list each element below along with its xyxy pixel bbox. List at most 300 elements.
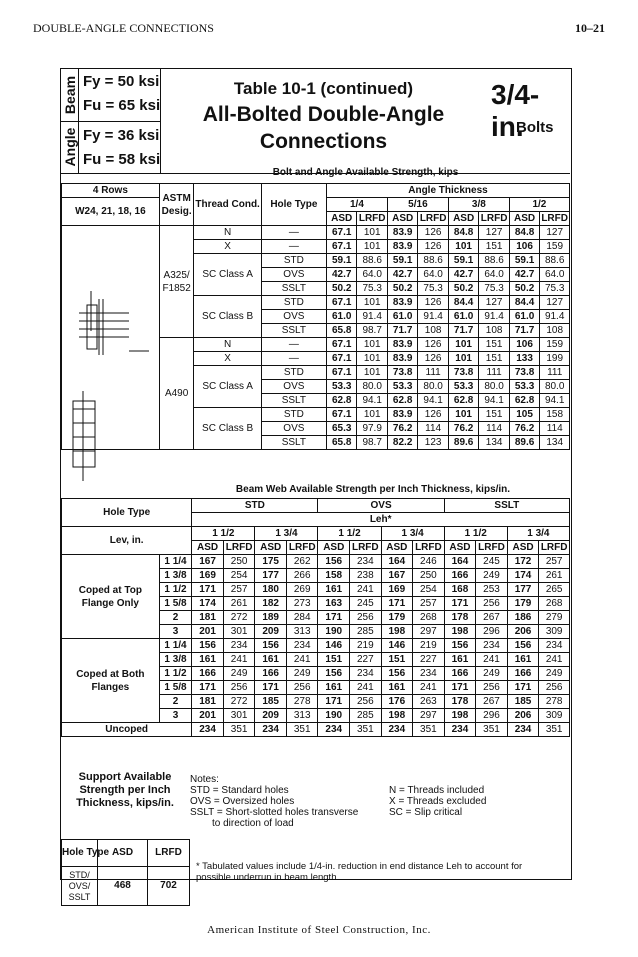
strength-value: 133	[509, 352, 539, 366]
strength-value: 296	[476, 709, 508, 723]
strength-value: 174	[192, 597, 224, 611]
strength-value: 351	[350, 723, 382, 737]
strength-value: 127	[540, 226, 570, 240]
strength-value: 83.9	[387, 352, 417, 366]
coped-both-label: Coped at Both Flanges	[62, 639, 160, 723]
strength-value: 83.9	[387, 226, 417, 240]
strength-value: 65.8	[326, 324, 356, 338]
strength-value: 62.8	[448, 394, 478, 408]
strength-value: 73.8	[448, 366, 478, 380]
strength-value: 71.7	[509, 324, 539, 338]
beam-fu: Fu = 65 ksi	[83, 97, 161, 114]
strength-value: 94.1	[418, 394, 448, 408]
support-hole-type-header: Hole Type	[62, 840, 98, 867]
strength-value: 61.0	[387, 310, 417, 324]
strength-value: 127	[540, 296, 570, 310]
lev-value: 1 5/8	[159, 597, 192, 611]
strength-value: 176	[381, 695, 413, 709]
strength-value: 101	[357, 408, 387, 422]
strength-value: 62.8	[509, 394, 539, 408]
strength-value: 182	[255, 597, 287, 611]
strength-value: 151	[479, 352, 509, 366]
strength-value: 75.3	[479, 282, 509, 296]
strength-value: 166	[192, 667, 224, 681]
strength-value: 254	[413, 583, 445, 597]
strength-value: 234	[318, 723, 350, 737]
strength-value: 158	[318, 569, 350, 583]
strength-value: 249	[476, 569, 508, 583]
strength-value: 84.4	[448, 296, 478, 310]
strength-value: 246	[413, 555, 445, 569]
angle-side-label: Angle	[61, 121, 79, 173]
support-lrfd-value: 702	[148, 867, 190, 906]
strength-value: 301	[223, 709, 255, 723]
strength-value: 42.7	[326, 268, 356, 282]
strength-value: 171	[444, 597, 476, 611]
lev-value: 1 3/8	[159, 653, 192, 667]
strength-value: 75.3	[418, 282, 448, 296]
strength-value: 161	[318, 583, 350, 597]
strength-value: 156	[381, 667, 413, 681]
strength-value: 65.8	[326, 436, 356, 450]
strength-value: 101	[357, 366, 387, 380]
lev-header: Lev, in.	[62, 527, 192, 555]
strength-value: 76.2	[509, 422, 539, 436]
strength-value: 171	[318, 611, 350, 625]
strength-value: 267	[476, 611, 508, 625]
strength-value: 256	[286, 681, 318, 695]
strength-value: 250	[413, 569, 445, 583]
leh-value: 1 3/4	[507, 527, 569, 541]
strength-value: 73.8	[387, 366, 417, 380]
strength-value: 189	[255, 611, 287, 625]
strength-value: 227	[350, 653, 382, 667]
strength-value: 101	[448, 352, 478, 366]
lrfd-header: LRFD	[419, 212, 447, 224]
strength-value: 61.0	[326, 310, 356, 324]
asd-header: ASD	[255, 541, 287, 555]
strength-value: 249	[223, 667, 255, 681]
strength-value: 268	[539, 597, 570, 611]
support-lrfd-header: LRFD	[148, 840, 190, 867]
strength-value: 91.4	[418, 310, 448, 324]
hole-type-header: Hole Type	[62, 499, 192, 527]
strength-value: 201	[192, 709, 224, 723]
strength-value: 67.1	[326, 296, 356, 310]
thickness-header: 1/2	[509, 198, 569, 212]
leh-value: 1 1/2	[318, 527, 381, 541]
lrfd-header: LRFD	[358, 212, 386, 224]
strength-value: 219	[413, 639, 445, 653]
strength-value: 94.1	[540, 394, 570, 408]
strength-value: 241	[223, 653, 255, 667]
strength-value: 167	[192, 555, 224, 569]
strength-value: 234	[539, 639, 570, 653]
strength-value: 261	[539, 569, 570, 583]
support-strength-table	[61, 839, 190, 906]
strength-value: 101	[357, 226, 387, 240]
lrfd-header: LRFD	[223, 541, 255, 555]
strength-value: 171	[192, 583, 224, 597]
strength-value: 257	[223, 583, 255, 597]
strength-value: 234	[192, 723, 224, 737]
strength-value: 171	[444, 681, 476, 695]
support-hole-type: STD/ OVS/ SSLT	[62, 867, 98, 906]
strength-value: 88.6	[479, 254, 509, 268]
strength-value: 88.6	[540, 254, 570, 268]
strength-value: 106	[509, 240, 539, 254]
thread-header: Thread Cond.	[194, 184, 261, 226]
strength-value: 190	[318, 625, 350, 639]
strength-value: 169	[192, 569, 224, 583]
strength-value: 163	[318, 597, 350, 611]
table-title: All-Bolted Double-Angle Connections	[202, 103, 445, 153]
thread-condition: N	[194, 338, 261, 352]
strength-value: 297	[413, 709, 445, 723]
strength-value: 313	[286, 625, 318, 639]
strength-value: 75.3	[540, 282, 570, 296]
strength-value: 234	[507, 723, 539, 737]
strength-value: 266	[286, 569, 318, 583]
strength-value: 134	[479, 436, 509, 450]
hole-type: —	[261, 352, 326, 366]
strength-value: 166	[444, 569, 476, 583]
strength-value: 53.3	[326, 380, 356, 394]
strength-value: 256	[350, 611, 382, 625]
strength-value: 59.1	[326, 254, 356, 268]
strength-value: 234	[476, 639, 508, 653]
strength-value: 254	[223, 569, 255, 583]
strength-value: 279	[539, 611, 570, 625]
strength-value: 101	[448, 408, 478, 422]
strength-value: 198	[444, 625, 476, 639]
page-number: 10–21	[575, 21, 605, 35]
strength-value: 108	[418, 324, 448, 338]
asd-header: ASD	[381, 541, 413, 555]
strength-value: 114	[479, 422, 509, 436]
asd-header: ASD	[448, 212, 478, 226]
strength-value: 166	[444, 667, 476, 681]
strength-value: 285	[350, 709, 382, 723]
strength-value: 206	[507, 709, 539, 723]
strength-value: 82.2	[387, 436, 417, 450]
lev-value: 1 3/8	[159, 569, 192, 583]
strength-value: 199	[540, 352, 570, 366]
strength-value: 111	[540, 366, 570, 380]
strength-value: 61.0	[448, 310, 478, 324]
strength-value: 83.9	[387, 240, 417, 254]
strength-value: 91.4	[479, 310, 509, 324]
hole-header: Hole Type	[261, 184, 326, 226]
lev-value: 1 1/4	[159, 555, 192, 569]
bolts-label: Bolts	[516, 119, 554, 136]
strength-value: 151	[479, 338, 509, 352]
strength-value: 161	[507, 653, 539, 667]
leh-value: 1 3/4	[381, 527, 444, 541]
strength-value: 127	[479, 296, 509, 310]
lev-value: 1 1/2	[159, 583, 192, 597]
strength-value: 234	[286, 639, 318, 653]
hole-type: —	[261, 338, 326, 352]
strength-value: 285	[350, 625, 382, 639]
strength-value: 172	[507, 555, 539, 569]
strength-value: 42.7	[448, 268, 478, 282]
hole-type: —	[261, 240, 326, 254]
strength-value: 257	[539, 555, 570, 569]
strength-value: 94.1	[479, 394, 509, 408]
strength-value: 261	[223, 597, 255, 611]
strength-value: 101	[357, 296, 387, 310]
strength-value: 50.2	[509, 282, 539, 296]
strength-value: 80.0	[479, 380, 509, 394]
strength-value: 76.2	[448, 422, 478, 436]
hole-header: SSLT	[444, 499, 569, 513]
strength-value: 296	[476, 625, 508, 639]
strength-value: 178	[444, 695, 476, 709]
rows-label: 4 Rows	[62, 184, 160, 198]
lev-value: 1 5/8	[159, 681, 192, 695]
strength-value: 209	[255, 625, 287, 639]
strength-value: 278	[286, 695, 318, 709]
asd-header: ASD	[509, 212, 539, 226]
strength-value: 175	[255, 555, 287, 569]
strength-value: 89.6	[509, 436, 539, 450]
strength-value: 181	[192, 611, 224, 625]
strength-value: 91.4	[540, 310, 570, 324]
hole-type: OVS	[261, 380, 326, 394]
strength-value: 265	[539, 583, 570, 597]
strength-value: 241	[413, 681, 445, 695]
strength-value: 126	[418, 352, 448, 366]
strength-value: 198	[381, 625, 413, 639]
strength-value: 53.3	[509, 380, 539, 394]
strength-value: 269	[286, 583, 318, 597]
asd-header: ASD	[387, 212, 417, 226]
strength-value: 84.8	[509, 226, 539, 240]
strength-value: 273	[286, 597, 318, 611]
strength-value: 234	[350, 555, 382, 569]
thread-condition: SC Class A	[194, 366, 261, 408]
leh-value: 1 1/2	[192, 527, 255, 541]
strength-value: 351	[476, 723, 508, 737]
footnote: * Tabulated values include 1/4-in. reduction in end distance Leh to account for possible underrun in beam length.	[196, 861, 523, 883]
strength-value: 201	[192, 625, 224, 639]
strength-value: 146	[318, 639, 350, 653]
strength-value: 89.6	[448, 436, 478, 450]
strength-value: 262	[286, 555, 318, 569]
strength-value: 180	[255, 583, 287, 597]
strength-value: 263	[413, 695, 445, 709]
strength-value: 73.8	[509, 366, 539, 380]
strength-value: 64.0	[357, 268, 387, 282]
strength-value: 234	[350, 667, 382, 681]
strength-value: 53.3	[448, 380, 478, 394]
strength-value: 50.2	[387, 282, 417, 296]
asd-header: ASD	[444, 541, 476, 555]
strength-value: 101	[357, 352, 387, 366]
hole-type: —	[261, 226, 326, 240]
strength-value: 227	[413, 653, 445, 667]
strength-value: 250	[223, 555, 255, 569]
strength-value: 256	[539, 681, 570, 695]
strength-value: 84.8	[448, 226, 478, 240]
support-asd-header: ASD	[98, 840, 148, 867]
strength-value: 313	[286, 709, 318, 723]
strength-value: 245	[476, 555, 508, 569]
strength-value: 198	[444, 709, 476, 723]
strength-value: 101	[448, 338, 478, 352]
shape-list: W24, 21, 18, 16	[62, 198, 160, 226]
strength-value: 278	[539, 695, 570, 709]
strength-value: 98.7	[357, 324, 387, 338]
strength-value: 161	[318, 681, 350, 695]
strength-value: 159	[540, 240, 570, 254]
lev-value: 3	[159, 709, 192, 723]
strength-value: 257	[413, 597, 445, 611]
strength-value: 65.3	[326, 422, 356, 436]
strength-value: 101	[448, 240, 478, 254]
strength-value: 206	[507, 625, 539, 639]
strength-value: 219	[350, 639, 382, 653]
strength-value: 75.3	[357, 282, 387, 296]
strength-value: 171	[507, 681, 539, 695]
strength-value: 161	[444, 653, 476, 667]
strength-value: 83.9	[387, 296, 417, 310]
strength-value: 351	[539, 723, 570, 737]
lev-value: 2	[159, 695, 192, 709]
strength-value: 171	[381, 597, 413, 611]
strength-value: 241	[476, 653, 508, 667]
strength-value: 88.6	[418, 254, 448, 268]
support-asd-value: 468	[98, 867, 148, 906]
asd-header: ASD	[326, 212, 356, 226]
strength-value: 156	[318, 667, 350, 681]
asd-header: ASD	[507, 541, 539, 555]
strength-value: 134	[540, 436, 570, 450]
strength-value: 241	[350, 583, 382, 597]
strength-value: 126	[418, 338, 448, 352]
strength-value: 111	[479, 366, 509, 380]
strength-value: 71.7	[387, 324, 417, 338]
strength-value: 67.1	[326, 240, 356, 254]
section1-title: Bolt and Angle Available Strength, kips	[272, 167, 459, 178]
strength-value: 156	[192, 639, 224, 653]
hole-type: SSLT	[261, 394, 326, 408]
strength-value: 127	[479, 226, 509, 240]
strength-value: 156	[444, 639, 476, 653]
strength-value: 256	[476, 597, 508, 611]
strength-value: 161	[381, 681, 413, 695]
strength-value: 234	[381, 723, 413, 737]
table-number: Table 10-1 (continued)	[233, 79, 414, 98]
strength-value: 61.0	[509, 310, 539, 324]
strength-value: 71.7	[448, 324, 478, 338]
leh-value: 1 3/4	[255, 527, 318, 541]
strength-value: 164	[381, 555, 413, 569]
strength-value: 105	[509, 408, 539, 422]
hole-header: OVS	[318, 499, 444, 513]
strength-value: 284	[286, 611, 318, 625]
strength-value: 42.7	[387, 268, 417, 282]
strength-value: 64.0	[418, 268, 448, 282]
strength-value: 126	[418, 240, 448, 254]
strength-value: 126	[418, 408, 448, 422]
strength-value: 67.1	[326, 226, 356, 240]
thread-condition: X	[194, 240, 261, 254]
strength-value: 126	[418, 296, 448, 310]
strength-value: 209	[255, 709, 287, 723]
strength-value: 171	[318, 695, 350, 709]
strength-value: 234	[223, 639, 255, 653]
strength-value: 156	[507, 639, 539, 653]
astm-designation: A325/ F1852	[159, 226, 194, 338]
strength-value: 249	[286, 667, 318, 681]
lrfd-header: LRFD	[286, 541, 318, 555]
strength-value: 256	[476, 681, 508, 695]
table-row	[62, 226, 570, 240]
strength-value: 53.3	[387, 380, 417, 394]
angle-thickness-header: Angle Thickness	[326, 184, 569, 198]
strength-value: 80.0	[357, 380, 387, 394]
strength-value: 166	[255, 667, 287, 681]
strength-value: 168	[444, 583, 476, 597]
hole-type: OVS	[261, 268, 326, 282]
table-row	[62, 555, 570, 569]
strength-value: 234	[255, 723, 287, 737]
strength-value: 111	[418, 366, 448, 380]
strength-value: 64.0	[540, 268, 570, 282]
strength-value: 171	[192, 681, 224, 695]
lrfd-header: LRFD	[476, 541, 508, 555]
strength-value: 123	[418, 436, 448, 450]
bolt-size: 3/4-in. Bolts	[491, 79, 554, 142]
asd-header: ASD	[318, 541, 350, 555]
strength-value: 256	[223, 681, 255, 695]
strength-value: 267	[476, 695, 508, 709]
strength-value: 309	[539, 709, 570, 723]
astm-header: ASTM Desig.	[159, 184, 194, 226]
strength-value: 249	[539, 667, 570, 681]
notes-left: Notes: STD = Standard holes OVS = Oversized holes SSLT = Short-slotted holes transverse to direction of load	[190, 774, 359, 829]
strength-value: 241	[286, 653, 318, 667]
strength-value: 91.4	[357, 310, 387, 324]
strength-value: 50.2	[448, 282, 478, 296]
strength-value: 101	[357, 240, 387, 254]
strength-value: 88.6	[357, 254, 387, 268]
page-footer: American Institute of Steel Construction, Inc.	[207, 924, 431, 936]
strength-value: 301	[223, 625, 255, 639]
strength-value: 83.9	[387, 338, 417, 352]
strength-value: 164	[444, 555, 476, 569]
strength-value: 181	[192, 695, 224, 709]
strength-value: 245	[350, 597, 382, 611]
strength-value: 67.1	[326, 338, 356, 352]
strength-value: 67.1	[326, 408, 356, 422]
strength-value: 62.8	[387, 394, 417, 408]
strength-value: 42.7	[509, 268, 539, 282]
thread-condition: SC Class B	[194, 408, 261, 450]
strength-value: 108	[540, 324, 570, 338]
strength-value: 108	[479, 324, 509, 338]
strength-value: 151	[479, 240, 509, 254]
strength-value: 185	[507, 695, 539, 709]
table-header	[61, 69, 570, 174]
astm-designation: A490	[159, 338, 194, 450]
strength-value: 177	[507, 583, 539, 597]
strength-value: 268	[413, 611, 445, 625]
strength-value: 238	[350, 569, 382, 583]
strength-value: 67.1	[326, 366, 356, 380]
